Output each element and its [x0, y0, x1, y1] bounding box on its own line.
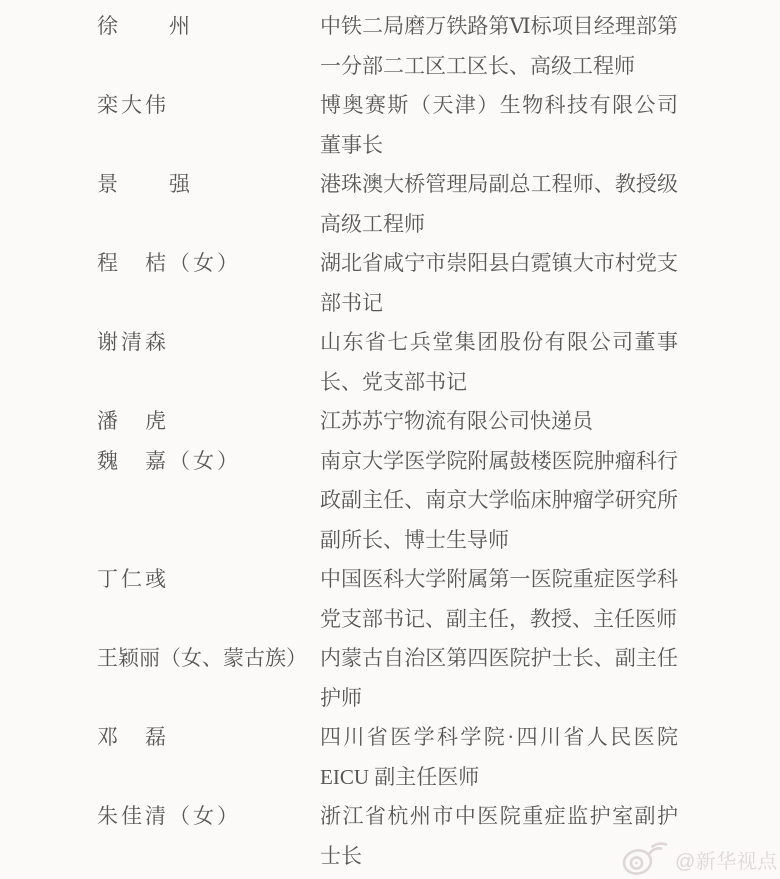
- watermark: [620, 841, 778, 877]
- person-name: 朱佳清（女）: [97, 804, 241, 828]
- list-row: [0, 165, 780, 244]
- title-line: 博奥赛斯（天津）生物科技有限公司: [320, 93, 678, 117]
- list-row: [0, 323, 780, 402]
- person-name: 徐 州: [97, 14, 193, 38]
- list-row: [0, 560, 780, 639]
- title-line: 高级工程师: [320, 211, 425, 236]
- weibo-eye-icon: [620, 841, 668, 877]
- person-name: 邓 磊: [97, 725, 169, 749]
- title-line: 中国医科大学附属第一医院重症医学科: [320, 567, 678, 591]
- title-line: 江苏苏宁物流有限公司快递员: [320, 409, 593, 433]
- person-name: 王颖丽（女、蒙古族）: [97, 646, 307, 670]
- list-row: [0, 86, 780, 165]
- person-name: 景 强: [97, 172, 193, 196]
- list-row: [0, 639, 780, 718]
- person-name: 谢清森: [97, 330, 169, 354]
- list-row: [0, 244, 780, 323]
- person-title: [320, 442, 678, 561]
- person-title: [320, 639, 678, 718]
- title-line: 湖北省咸宁市崇阳县白霓镇大市村党支: [320, 251, 678, 275]
- title-line: 士长: [320, 843, 362, 868]
- person-title: [320, 7, 678, 86]
- list-row: [0, 7, 780, 86]
- list-row: [0, 718, 780, 797]
- person-title: [320, 244, 678, 323]
- title-line: 中铁二局磨万铁路第Ⅵ标项目经理部第: [320, 14, 678, 38]
- person-name: 丁仁彧: [97, 567, 169, 591]
- title-line: 护师: [320, 685, 362, 710]
- person-title: [320, 86, 678, 165]
- title-line: 南京大学医学院附属鼓楼医院肿瘤科行: [320, 448, 678, 473]
- title-line: 浙江省杭州市中医院重症监护室副护: [320, 804, 678, 828]
- title-line: 港珠澳大桥管理局副总工程师、教授级: [320, 172, 678, 196]
- person-title: [320, 323, 678, 402]
- person-name: 潘 虎: [97, 409, 169, 433]
- watermark-text: @新华视点: [675, 850, 778, 873]
- title-line: 部书记: [320, 290, 383, 315]
- person-title: [320, 402, 678, 442]
- title-line: EICU 副主任医师: [320, 764, 480, 789]
- person-name: 栾大伟: [97, 93, 169, 117]
- person-title: [320, 165, 678, 244]
- title-line: 一分部二工区工区长、高级工程师: [320, 53, 635, 78]
- title-line: 山东省七兵堂集团股份有限公司董事: [320, 330, 678, 354]
- person-name: 程 桔（女）: [97, 251, 241, 275]
- person-name: 魏 嘉（女）: [97, 448, 241, 473]
- person-title: [320, 560, 678, 639]
- honor-roll-list: [0, 7, 780, 876]
- title-line: 长、党支部书记: [320, 369, 467, 394]
- title-line: 四川省医学科学院·四川省人民医院: [320, 725, 678, 749]
- title-line: 党支部书记、副主任，教授、主任医师: [320, 606, 677, 631]
- list-row: [0, 442, 780, 561]
- title-line: 内蒙古自治区第四医院护士长、副主任: [320, 646, 678, 670]
- title-line: 董事长: [320, 132, 383, 157]
- list-row: [0, 402, 780, 442]
- person-title: [320, 718, 678, 797]
- title-line: 政副主任、南京大学临床肿瘤学研究所: [320, 488, 678, 512]
- title-line: 副所长、博士生导师: [320, 527, 509, 552]
